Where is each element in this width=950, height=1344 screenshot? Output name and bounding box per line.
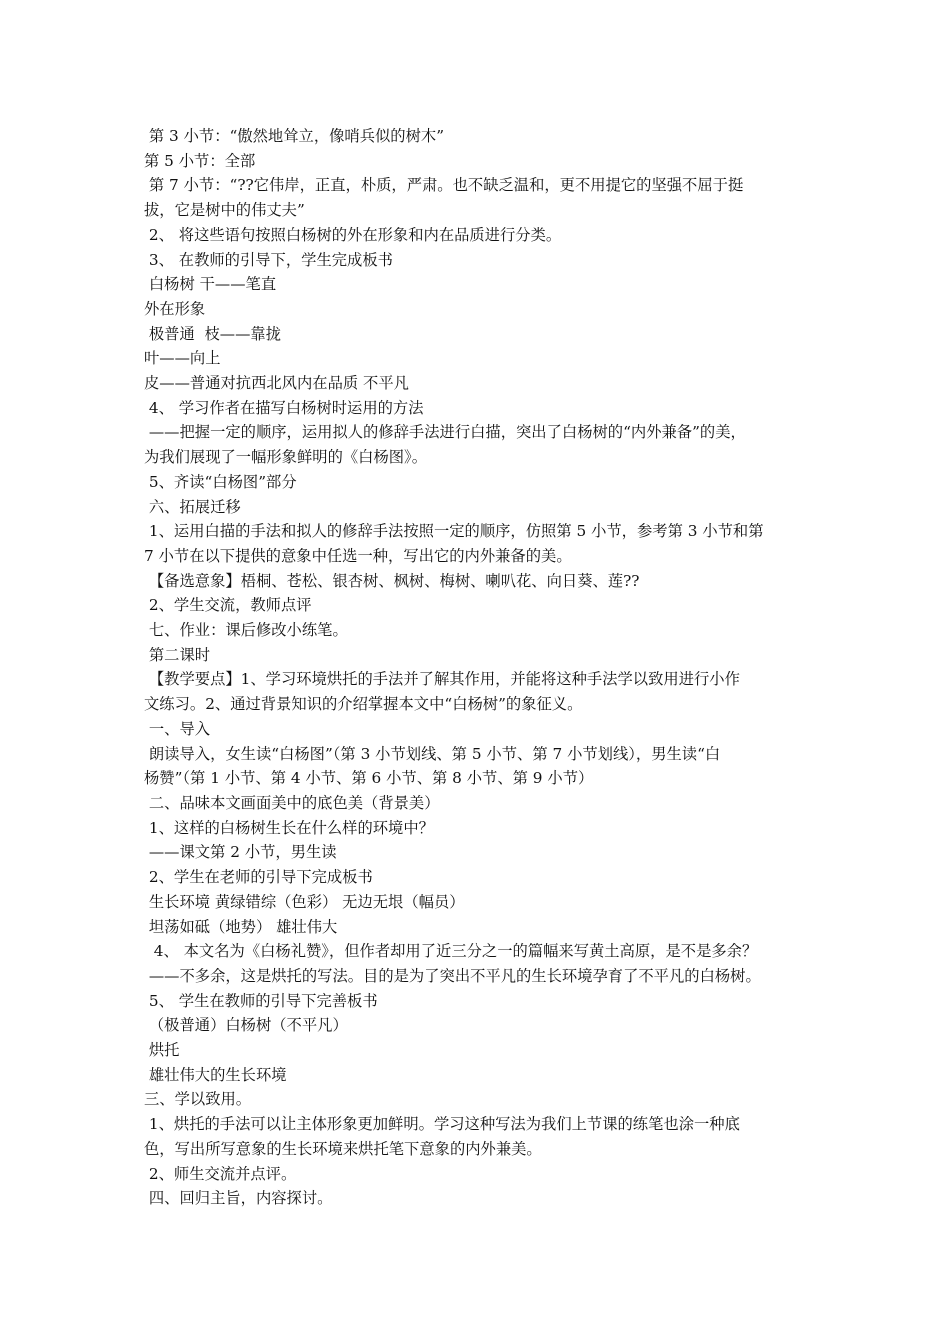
- text-line: 朗读导入，女生读“白杨图”（第 3 小节划线、第 5 小节、第 7 小节划线），男生读“白: [144, 744, 721, 763]
- text-line: 7 小节在以下提供的意象中任选一种，写出它的内外兼备的美。: [144, 546, 572, 565]
- text-line: 2、 将这些语句按照白杨树的外在形象和内在品质进行分类。: [144, 225, 562, 244]
- text-line: 2、学生在老师的引导下完成板书: [144, 868, 373, 887]
- text-line: 4、 学习作者在描写白杨树时运用的方法: [144, 398, 424, 417]
- document-page: [144, 124, 816, 1211]
- text-line: 叶——向上: [144, 349, 221, 368]
- section-heading: 一、导入: [144, 719, 211, 738]
- text-line: 1、这样的白杨树生长在什么样的环境中？: [144, 818, 434, 837]
- text-line: 文练习。2、通过背景知识的介绍掌握本文中“白杨树”的象征义。: [144, 695, 583, 714]
- text-line: 烘托: [144, 1041, 180, 1060]
- text-line: 外在形象: [144, 299, 206, 318]
- lesson-heading: 第二课时: [144, 645, 211, 664]
- text-line: 3、 在教师的引导下，学生完成板书: [144, 250, 393, 269]
- text-line: 4、 本文名为《白杨礼赞》，但作者却用了近三分之一的篇幅来写黄土高原，是不是多余？: [144, 942, 758, 961]
- text-line: 2、师生交流并点评。: [144, 1164, 297, 1183]
- text-line: 2、学生交流，教师点评: [144, 596, 312, 615]
- text-line: 皮——普通对抗西北风内在品质 不平凡: [144, 374, 409, 393]
- section-heading: 二、品味本文画面美中的底色美（背景美）: [144, 793, 440, 812]
- text-line: 极普通 枝——靠拢: [144, 324, 281, 343]
- text-line: 坦荡如砥（地势） 雄壮伟大: [144, 917, 338, 936]
- text-line: 【备选意象】梧桐、苍松、银杏树、枫树、梅树、喇叭花、向日葵、莲??: [144, 571, 640, 590]
- section-heading: 七、作业：课后修改小练笔。: [144, 621, 348, 640]
- text-line: 雄壮伟大的生长环境: [144, 1065, 287, 1084]
- text-line: ——把握一定的顺序，运用拟人的修辞手法进行白描，突出了白杨树的“内外兼备”的美，: [144, 423, 746, 442]
- text-line: 5、齐读“白杨图”部分: [144, 472, 297, 491]
- text-line: 1、运用白描的手法和拟人的修辞手法按照一定的顺序，仿照第 5 小节，参考第 3 小节和第: [144, 522, 764, 541]
- text-line: （极普通）白杨树（不平凡）: [144, 1016, 348, 1035]
- text-line: 5、 学生在教师的引导下完善板书: [144, 991, 378, 1010]
- text-line: 第 7 小节：“??它伟岸，正直，朴质，严肃。也不缺乏温和，更不用提它的坚强不屈于挺: [144, 176, 744, 195]
- text-line: 为我们展现了一幅形象鲜明的《白杨图》。: [144, 448, 427, 467]
- text-line: 生长环境 黄绿错综（色彩） 无边无垠（幅员）: [144, 892, 465, 911]
- text-line: ——课文第 2 小节，男生读: [144, 843, 337, 862]
- text-line: ——不多余，这是烘托的写法。目的是为了突出不平凡的生长环境孕育了不平凡的白杨树。: [144, 966, 761, 985]
- text-line: 第 3 小节：“傲然地耸立，像哨兵似的树木”: [144, 127, 445, 145]
- text-line: 【教学要点】1、学习环境烘托的手法并了解其作用，并能将这种手法学以致用进行小作: [144, 670, 740, 689]
- text-line: 1、烘托的手法可以让主体形象更加鲜明。学习这种写法为我们上节课的练笔也涂一种底: [144, 1115, 740, 1134]
- section-heading: 六、拓展迁移: [144, 497, 241, 516]
- text-line: 拔，它是树中的伟丈夫”: [144, 201, 305, 220]
- section-heading: 三、学以致用。: [144, 1090, 252, 1109]
- text-line: 第 5 小节：全部: [144, 151, 256, 170]
- text-line: 白杨树 干——笔直: [144, 275, 277, 294]
- text-line: 色，写出所写意象的生长环境来烘托笔下意象的内外兼美。: [144, 1139, 542, 1158]
- text-line: 杨赞”（第 1 小节、第 4 小节、第 6 小节、第 8 小节、第 9 小节）: [144, 769, 594, 788]
- section-heading: 四、回归主旨，内容探讨。: [144, 1189, 333, 1208]
